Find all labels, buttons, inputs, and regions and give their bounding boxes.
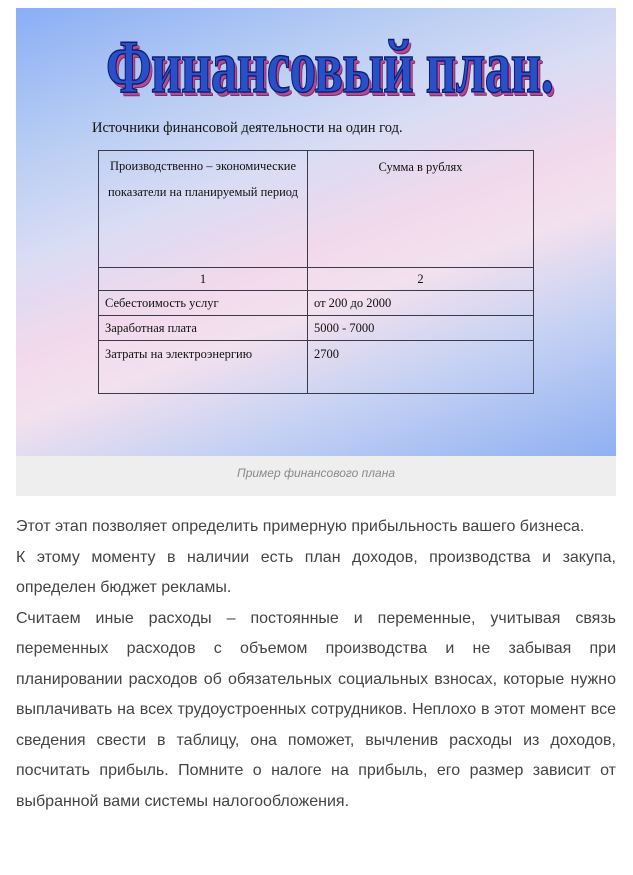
table-number-row <box>99 268 534 291</box>
paragraph: Этот этап позволяет определить примерную прибыльность вашего бизнеса. <box>16 518 585 535</box>
table-cell: от 200 до 2000 <box>308 291 534 316</box>
table-row <box>99 316 534 341</box>
table-cell: Затраты на электроэнергию <box>99 341 308 394</box>
paragraph: Считаем иные расходы – постоянные и переменные, учитывая связь переменных расходов с объемом производства и не забывая при планировании расходов об обязательных социальных взносах, которые нужно выплачивать на всех трудоустроенных сотрудников. Неплохо в этот момент все сведения свести в таблицу, она поможет, вычленив расходы из доходов, посчитать прибыль. Помните о налоге на прибыль, его размер зависит от выбранной вами системы налогообложения. <box>16 609 616 810</box>
table-header-cell: Производственно – экономические показатели на планируемый период <box>99 151 308 268</box>
table-header-cell: Сумма в рублях <box>308 151 534 268</box>
financial-plan-table <box>98 150 534 394</box>
table-cell: 5000 - 7000 <box>308 316 534 341</box>
financial-plan-slide-image <box>16 8 616 456</box>
table-cell: 2 <box>308 268 534 291</box>
paragraph: К этому моменту в наличии есть план доходов, производства и закупа, определен бюджет рекламы. <box>16 548 616 596</box>
slide-subtitle: Источники финансовой деятельности на один год. <box>92 120 403 136</box>
table-cell: Заработная плата <box>99 316 308 341</box>
figure-caption: Пример финансового плана <box>237 466 395 480</box>
article-figure <box>16 8 616 496</box>
table-row <box>99 341 534 394</box>
article-body <box>16 512 616 817</box>
table-row <box>99 291 534 316</box>
table-cell: 1 <box>99 268 308 291</box>
table-cell: 2700 <box>308 341 534 394</box>
slide-title: Финансовый план. <box>106 25 554 109</box>
table-header-row <box>99 151 534 268</box>
table-cell: Себестоимость услуг <box>99 291 308 316</box>
